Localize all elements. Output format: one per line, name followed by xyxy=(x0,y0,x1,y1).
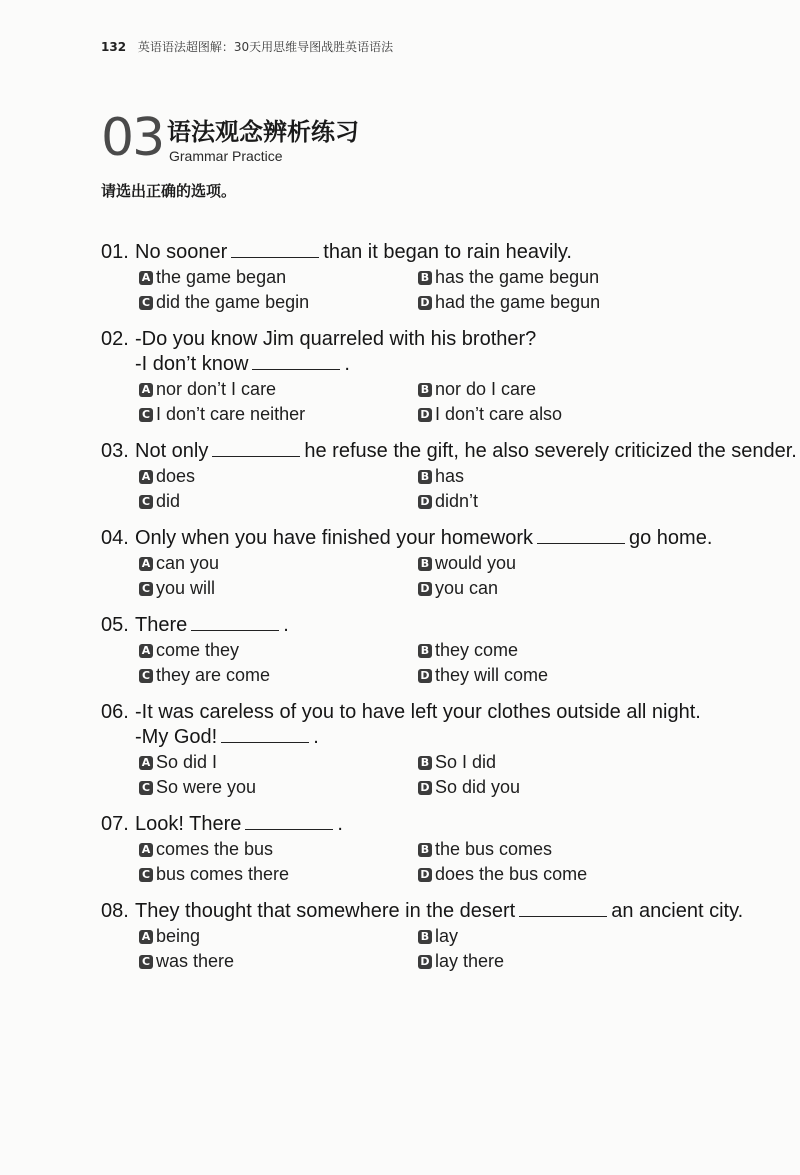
answer-option[interactable] xyxy=(418,464,697,489)
option-letter-badge: A xyxy=(139,271,153,285)
option-text: did the game begin xyxy=(156,292,310,312)
question-text-line1: -It was careless of you to have left your clothes outside all night. xyxy=(135,701,701,723)
option-text: had the game begun xyxy=(435,292,601,312)
answer-option[interactable] xyxy=(139,377,418,402)
option-letter-badge: C xyxy=(139,495,153,509)
option-letter-badge: D xyxy=(418,495,432,509)
option-text: So did I xyxy=(156,752,218,772)
option-letter-badge: D xyxy=(418,955,432,969)
option-text: bus comes there xyxy=(156,864,290,884)
option-letter-badge: A xyxy=(139,383,153,397)
section-subtitle: Grammar Practice xyxy=(169,148,283,164)
option-grid xyxy=(101,551,791,601)
running-head xyxy=(101,38,393,55)
option-text: you can xyxy=(435,578,499,598)
question-stem-line2 xyxy=(101,725,791,750)
option-letter-badge: A xyxy=(139,843,153,857)
question-text-before: There xyxy=(135,614,188,636)
option-grid xyxy=(101,750,791,800)
question-text-before: No sooner xyxy=(135,241,228,263)
option-text: the bus comes xyxy=(435,839,553,859)
question-text-before: Look! There xyxy=(135,813,242,835)
option-text: does xyxy=(156,466,196,486)
question-stem xyxy=(101,240,791,265)
question-text-before: -My God! xyxy=(135,726,218,748)
option-grid xyxy=(101,638,791,688)
question-stem xyxy=(101,700,791,725)
book-title: 英语语法超图解：30天用思维导图战胜英语语法 xyxy=(137,40,394,54)
answer-option[interactable] xyxy=(418,265,697,290)
answer-option[interactable] xyxy=(418,551,697,576)
option-letter-badge: A xyxy=(139,930,153,944)
option-letter-badge: C xyxy=(139,296,153,310)
answer-option[interactable] xyxy=(418,663,697,688)
question-stem xyxy=(101,439,797,464)
question-text-after: than it began to rain heavily. xyxy=(323,241,572,263)
option-letter-badge: B xyxy=(418,470,432,484)
question-number: 01. xyxy=(101,241,129,263)
answer-blank xyxy=(221,741,309,743)
answer-blank xyxy=(212,455,300,457)
question-stem xyxy=(101,526,791,551)
answer-option[interactable] xyxy=(418,489,697,514)
answer-option[interactable] xyxy=(418,638,697,663)
question-number: 04. xyxy=(101,527,129,549)
answer-option[interactable] xyxy=(139,489,418,514)
answer-option[interactable] xyxy=(139,551,418,576)
answer-option[interactable] xyxy=(139,464,418,489)
answer-option[interactable] xyxy=(139,949,418,974)
option-text: I don’t care neither xyxy=(156,404,306,424)
option-grid xyxy=(101,464,791,514)
option-letter-badge: A xyxy=(139,644,153,658)
question-text-line1: -Do you know Jim quarreled with his brother? xyxy=(135,328,537,350)
option-text: the game began xyxy=(156,267,287,287)
question-list xyxy=(101,240,797,986)
question-number: 02. xyxy=(101,328,129,350)
question-text-after: an ancient city. xyxy=(611,900,744,922)
option-letter-badge: D xyxy=(418,781,432,795)
option-text: being xyxy=(156,926,201,946)
answer-option[interactable] xyxy=(418,862,697,887)
question-text-after: . xyxy=(344,353,350,375)
answer-option[interactable] xyxy=(418,576,697,601)
answer-blank xyxy=(252,368,340,370)
question-number: 05. xyxy=(101,614,129,636)
answer-option[interactable] xyxy=(418,837,697,862)
question-item xyxy=(101,526,791,601)
question-stem xyxy=(101,812,791,837)
option-text: has xyxy=(435,466,465,486)
option-grid xyxy=(101,265,791,315)
option-letter-badge: C xyxy=(139,669,153,683)
question-item xyxy=(101,812,791,887)
answer-option[interactable] xyxy=(139,290,418,315)
option-letter-badge: B xyxy=(418,557,432,571)
option-letter-badge: A xyxy=(139,557,153,571)
question-stem xyxy=(101,899,791,924)
option-letter-badge: C xyxy=(139,408,153,422)
question-text-after: . xyxy=(313,726,319,748)
question-text-after: . xyxy=(337,813,343,835)
option-letter-badge: C xyxy=(139,868,153,882)
question-item xyxy=(101,899,791,974)
option-letter-badge: A xyxy=(139,756,153,770)
option-text: they will come xyxy=(435,665,549,685)
option-letter-badge: C xyxy=(139,781,153,795)
answer-option[interactable] xyxy=(139,402,418,427)
option-text: did xyxy=(156,491,181,511)
question-text-before: Not only xyxy=(135,440,209,462)
answer-blank xyxy=(191,629,279,631)
option-letter-badge: C xyxy=(139,582,153,596)
answer-option[interactable] xyxy=(418,750,697,775)
option-letter-badge: B xyxy=(418,271,432,285)
option-letter-badge: D xyxy=(418,296,432,310)
question-text-after: he refuse the gift, he also severely criticized the sender. xyxy=(304,440,797,462)
question-number: 07. xyxy=(101,813,129,835)
option-letter-badge: B xyxy=(418,930,432,944)
answer-option[interactable] xyxy=(139,837,418,862)
option-text: would you xyxy=(435,553,517,573)
answer-blank xyxy=(245,828,333,830)
answer-option[interactable] xyxy=(418,290,697,315)
question-item xyxy=(101,439,797,514)
answer-blank xyxy=(537,542,625,544)
option-letter-badge: B xyxy=(418,644,432,658)
option-text: So I did xyxy=(435,752,497,772)
option-text: lay there xyxy=(435,951,505,971)
question-item xyxy=(101,613,791,688)
answer-option[interactable] xyxy=(139,576,418,601)
answer-option[interactable] xyxy=(418,377,697,402)
question-stem xyxy=(101,327,791,352)
answer-option[interactable] xyxy=(139,638,418,663)
answer-option[interactable] xyxy=(139,924,418,949)
option-letter-badge: C xyxy=(139,955,153,969)
option-text: they are come xyxy=(156,665,271,685)
section-title: 语法观念辨析练习 xyxy=(167,118,359,146)
answer-option[interactable] xyxy=(139,663,418,688)
answer-option[interactable] xyxy=(139,862,418,887)
option-letter-badge: B xyxy=(418,843,432,857)
option-text: has the game begun xyxy=(435,267,600,287)
question-text-after: . xyxy=(283,614,289,636)
option-letter-badge: D xyxy=(418,408,432,422)
question-number: 08. xyxy=(101,900,129,922)
option-text: nor do I care xyxy=(435,379,537,399)
option-text: So did you xyxy=(435,777,521,797)
question-text-after: go home. xyxy=(629,527,713,549)
option-letter-badge: B xyxy=(418,383,432,397)
answer-option[interactable] xyxy=(418,402,697,427)
question-stem xyxy=(101,613,791,638)
answer-option[interactable] xyxy=(139,775,418,800)
question-stem-line2 xyxy=(101,352,791,377)
instruction-text: 请选出正确的选项。 xyxy=(101,182,237,200)
answer-option[interactable] xyxy=(139,750,418,775)
option-text: was there xyxy=(156,951,235,971)
option-text: can you xyxy=(156,553,220,573)
question-item xyxy=(101,240,791,315)
option-letter-badge: D xyxy=(418,582,432,596)
answer-option[interactable] xyxy=(418,949,697,974)
section-number: 03 xyxy=(101,108,164,168)
answer-option[interactable] xyxy=(139,265,418,290)
question-item xyxy=(101,327,791,427)
option-letter-badge: D xyxy=(418,669,432,683)
question-text-before: They thought that somewhere in the desert xyxy=(135,900,516,922)
page-number: 132 xyxy=(101,40,127,54)
option-text: comes the bus xyxy=(156,839,274,859)
answer-option[interactable] xyxy=(418,924,697,949)
question-item xyxy=(101,700,791,800)
answer-blank xyxy=(231,256,319,258)
option-text: I don’t care also xyxy=(435,404,563,424)
option-grid xyxy=(101,377,791,427)
option-text: nor don’t I care xyxy=(156,379,277,399)
question-text-before: Only when you have finished your homework xyxy=(135,527,533,549)
option-letter-badge: B xyxy=(418,756,432,770)
answer-option[interactable] xyxy=(418,775,697,800)
option-grid xyxy=(101,837,791,887)
option-text: lay xyxy=(435,926,459,946)
option-text: So were you xyxy=(156,777,257,797)
option-text: didn’t xyxy=(435,491,479,511)
option-text: does the bus come xyxy=(435,864,588,884)
option-text: you will xyxy=(156,578,216,598)
answer-blank xyxy=(519,915,607,917)
option-grid xyxy=(101,924,791,974)
question-text-before: -I don’t know xyxy=(135,353,249,375)
question-number: 06. xyxy=(101,701,129,723)
option-text: they come xyxy=(435,640,519,660)
question-number: 03. xyxy=(101,440,129,462)
option-letter-badge: A xyxy=(139,470,153,484)
option-letter-badge: D xyxy=(418,868,432,882)
option-text: come they xyxy=(156,640,240,660)
